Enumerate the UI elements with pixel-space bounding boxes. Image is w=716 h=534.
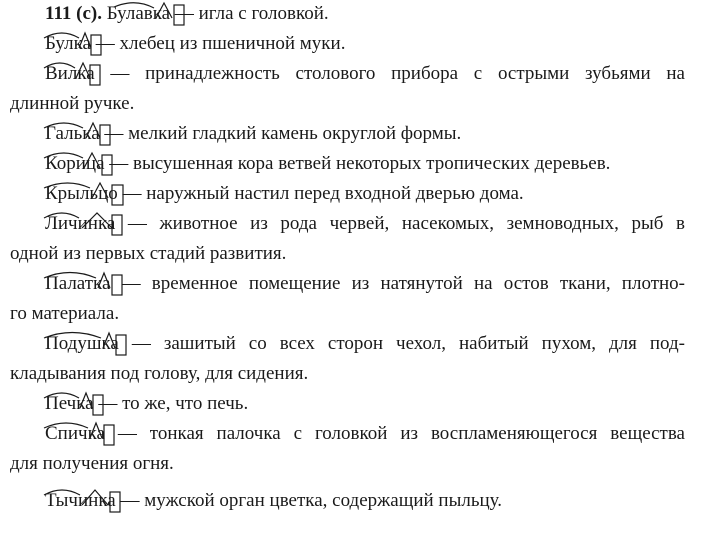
entry-line: [45, 183, 524, 205]
entry-line: [45, 63, 685, 85]
entry-line: [45, 273, 685, 295]
entry-definition: — хлебец из пшеничной муки.: [90, 33, 346, 54]
entry-word: Корица: [45, 153, 105, 174]
entry-continuation: для получения огня.: [10, 453, 174, 474]
entry-word: Тычинка: [45, 490, 116, 511]
entry-line: [45, 153, 610, 175]
entry-continuation: кладывания под голову, для сидения.: [10, 363, 309, 384]
entry-word: Подушка: [45, 333, 119, 354]
entry-definition: — временное помещение из натянутой на остов ткани, плотно-: [110, 273, 685, 294]
entry-word: Булавка: [106, 3, 171, 24]
entry-word: Галька: [45, 123, 100, 144]
entry-definition: — зашитый со всех сторон чехол, набитый пухом, для под-: [118, 333, 685, 354]
entry-line: [45, 33, 345, 55]
entry-continuation: длинной ручке.: [10, 93, 135, 114]
entry-continuation: го материала.: [10, 303, 120, 324]
entry-line: [45, 213, 685, 235]
entry-definition: — высушенная кора ветвей некоторых тропических деревьев.: [104, 153, 611, 174]
exercise-number: 111 (с).: [45, 3, 102, 24]
entry-line: [45, 333, 685, 355]
entry-definition: — игла с головкой.: [170, 3, 329, 24]
entry-word: Вилка: [45, 63, 95, 84]
entry-continuation: одной из первых стадий развития.: [10, 243, 287, 264]
entry-definition: — принадлежность столового прибора с острыми зубьями на: [94, 63, 685, 84]
entry-line: [45, 3, 329, 25]
entry-definition: — то же, что печь.: [93, 393, 249, 414]
entry-word: Крыльцо: [45, 183, 118, 204]
entry-word: Личинка: [45, 213, 116, 234]
entry-word: Палатка: [45, 273, 111, 294]
entry-word: Булка: [45, 33, 91, 54]
entry-line: [45, 123, 461, 145]
entry-definition: — наружный настил перед входной дверью дома.: [117, 183, 524, 204]
entry-line: [45, 423, 685, 445]
entry-definition: — мужской орган цветка, содержащий пыльцу.: [115, 490, 503, 511]
entry-line: [45, 490, 502, 512]
entry-word: Печка: [45, 393, 94, 414]
entry-definition: — животное из рода червей, насекомых, земноводных, рыб в: [115, 213, 685, 234]
entry-word: Спичка: [45, 423, 105, 444]
entry-definition: — тонкая палочка с головкой из воспламеняющегося вещества: [104, 423, 685, 444]
entry-line: [45, 393, 248, 415]
entry-definition: — мелкий гладкий камень округлой формы.: [99, 123, 462, 144]
